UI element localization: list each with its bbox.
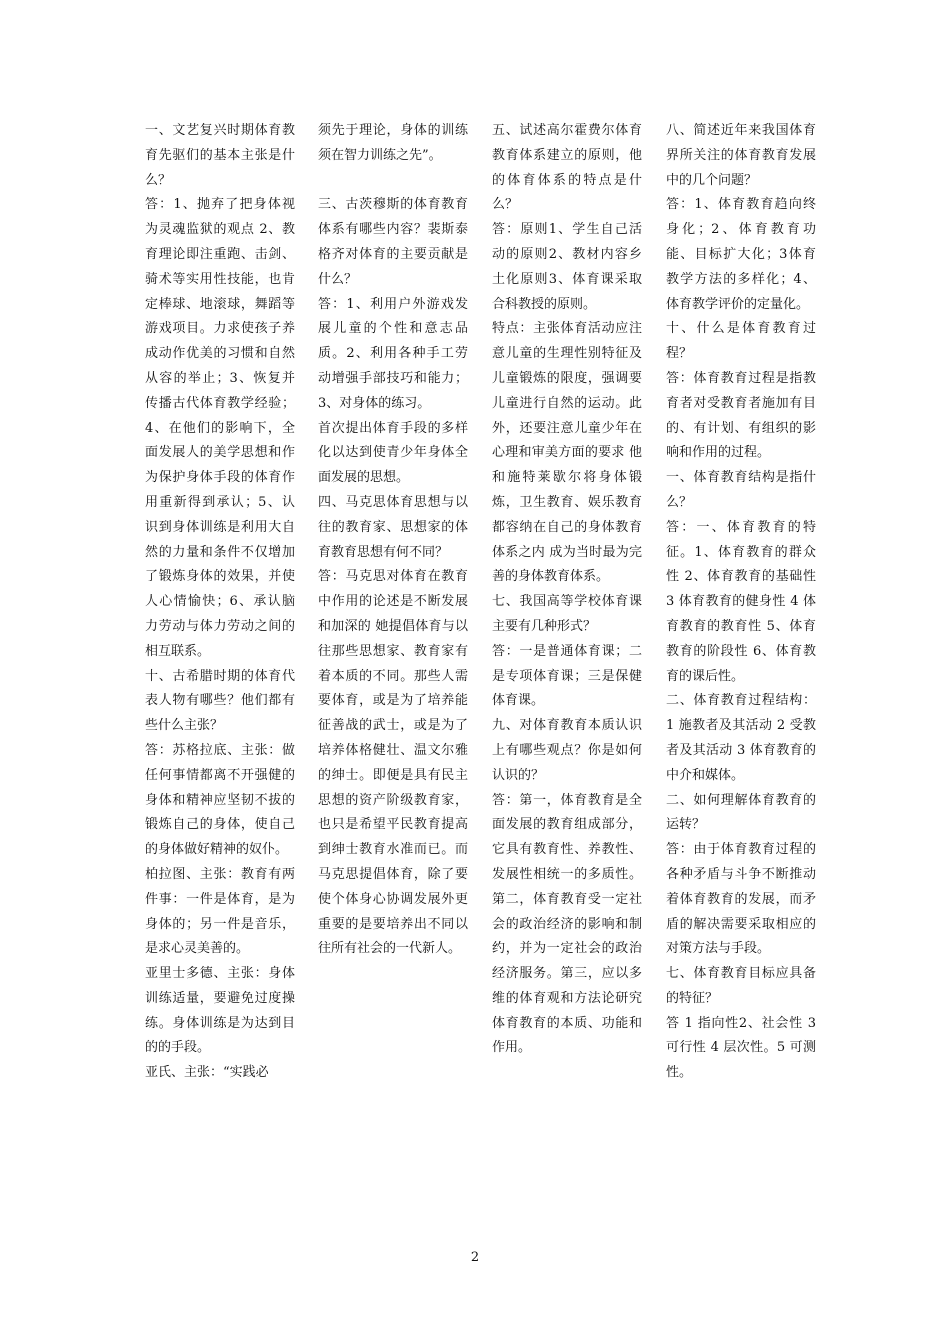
text-column-4	[666, 119, 821, 1086]
paragraph: 九、对体育教育本质认识上有哪些观点？你是如何认识的？	[492, 718, 642, 783]
paragraph: 答：由于体育教育过程的各种矛盾与斗争不断推动着体育教育的发展，而矛盾的解决需要采取相应的对策方法与手段。	[666, 842, 816, 957]
paragraph: 答：1、抛弃了把身体视为灵魂监狱的观点 2、教育理论即注重跑、击剑、骑术等实用性技能，也肯定棒球、地滚球，舞蹈等游戏项目。力求使孩子养成动作优美的习惯和自然从容的举止；3、恢复并传播古代体育教学经验；4、在他们的影响下，全面发展人的美学思想和作为保护身体手段的体育作用重新得到承认；5、认识到身体训练是利用大自然的力量和条件不仅增加了锻炼身体的效果，并使人心情愉快；6、承认脑力劳动与体力劳动之间的相互联系。	[145, 197, 295, 659]
paragraph: 答：第一，体育教育是全面发展的教育组成部分，它具有教育性、养教性、发展性相统一的多质性。第二，体育教育受一定社会的政治经济的影响和制约，并为一定社会的政治经济服务。第三，应以多维的体育观和方法论研究体育教育的本质、功能和作用。	[492, 792, 642, 1056]
paragraph: 七、体育教育目标应具备的特征？	[666, 966, 816, 1006]
paragraph: 七、我国高等学校体育课主要有几种形式？	[492, 594, 642, 634]
paragraph: 三、古茨穆斯的体育教育体系有哪些内容？裴斯泰格齐对体育的主要贡献是什么？	[318, 197, 468, 287]
paragraph: 八、简述近年来我国体育界所关注的体育教育发展中的几个问题？	[666, 123, 816, 188]
paragraph	[318, 169, 468, 194]
paragraph: 一、文艺复兴时期体育教育先驱们的基本主张是什么？	[145, 123, 295, 188]
paragraph: 答：原则1、学生自己活动的原则2、教材内容乡土化原则3、体育课采取合科教授的原则。	[492, 222, 642, 312]
text-column-3	[492, 119, 642, 1061]
paragraph: 一、体育教育结构是指什么？	[666, 470, 816, 510]
paragraph: 答：一是普通体育课；二是专项体育课；三是保健体育课。	[492, 643, 642, 709]
paragraph: 亚氏、主张：“实践必	[145, 1065, 269, 1081]
paragraph: 四、马克思体育思想与以往的教育家、思想家的体育教育思想有何不同？	[318, 494, 468, 560]
paragraph: 答：1、体育教育趋向终身化；2、体育教育功能、目标扩大化；3体育教学方法的多样化；4、体育教学评价的定量化。	[666, 197, 816, 312]
paragraph: 答：马克思对体育在教育中作用的论述是不断发展和加深的 她提倡体育与以往那些思想家、教育家有着本质的不同。那些人需要体育，或是为了培养能征善战的武士，或是为了培养体格健壮、温文尔雅的绅士。即便是具有民主思想的资产阶级教育家，也只是希望平民教育提高到绅士教育水准而已。而马克思提倡体育，除了要使个体身心协调发展外更重要的是要培养出不同以往所有社会的一代新人。	[318, 569, 468, 957]
paragraph: 答：1、利用户外游戏发展儿童的个性和意志品质。2、利用各种手工劳动增强手部技巧和能力；3、对身体的练习。	[318, 296, 468, 411]
paragraph: 柏拉图、主张：教育有两件事：一件是体育，是为身体的；另一件是音乐，是求心灵美善的。	[145, 866, 295, 957]
paragraph: 二、如何理解体育教育的运转？	[666, 792, 816, 833]
paragraph: 特点：主张体育活动应注意儿童的生理性别特征及儿童锻炼的限度，强调要儿童进行自然的运动。此外，还要注意儿童少年在心理和审美方面的要求 他和施特莱歇尔将身体锻炼，卫生教育、娱乐教育都容纳在自己的身体教育体系之内 成为当时最为完善的身体教育体系。	[492, 321, 642, 585]
paragraph: 五、试述高尔霍费尔体育教育体系建立的原则，他的体育体系的特点是什么？	[492, 123, 642, 213]
paragraph: 首次提出体育手段的多样化以达到使青少年身体全面发展的思想。	[318, 420, 468, 486]
paragraph: 十、古希腊时期的体育代表人物有哪些？他们都有些什么主张？	[145, 668, 295, 734]
paragraph: 二、体育教育过程结构：1 施教者及其活动 2 受教者及其活动 3 体育教育的中介和媒体。	[666, 693, 816, 783]
paragraph: 答 1 指向性2、社会性 3 可行性 4 层次性。5 可测性。	[666, 1015, 821, 1081]
page-number: 2	[470, 1250, 480, 1265]
paragraph: 须先于理论，身体的训练须在智力训练之先”。	[318, 123, 468, 163]
paragraph: 亚里士多德、主张：身体训练适量，要避免过度操练。身体训练是为达到目的的手段。	[145, 966, 295, 1056]
text-column-2	[318, 119, 468, 962]
paragraph: 答：一、体育教育的特征。1、体育教育的群众性 2、体育教育的基础性 3 体育教育的健身性 4 体育教育的教育性 5、体育教育的阶段性 6、体育教育的课后性。	[666, 519, 821, 684]
paragraph: 十、什么是体育教育过程？	[666, 321, 816, 362]
paragraph: 答：体育教育过程是指教育者对受教育者施加有目的、有计划、有组织的影响和作用的过程。	[666, 370, 816, 461]
text-column-1	[145, 119, 295, 1086]
paragraph: 答：苏格拉底、主张：做任何事情都离不开强健的身体和精神应坚韧不拔的锻炼自己的身体，使自己的身体做好精神的奴仆。	[145, 742, 295, 858]
